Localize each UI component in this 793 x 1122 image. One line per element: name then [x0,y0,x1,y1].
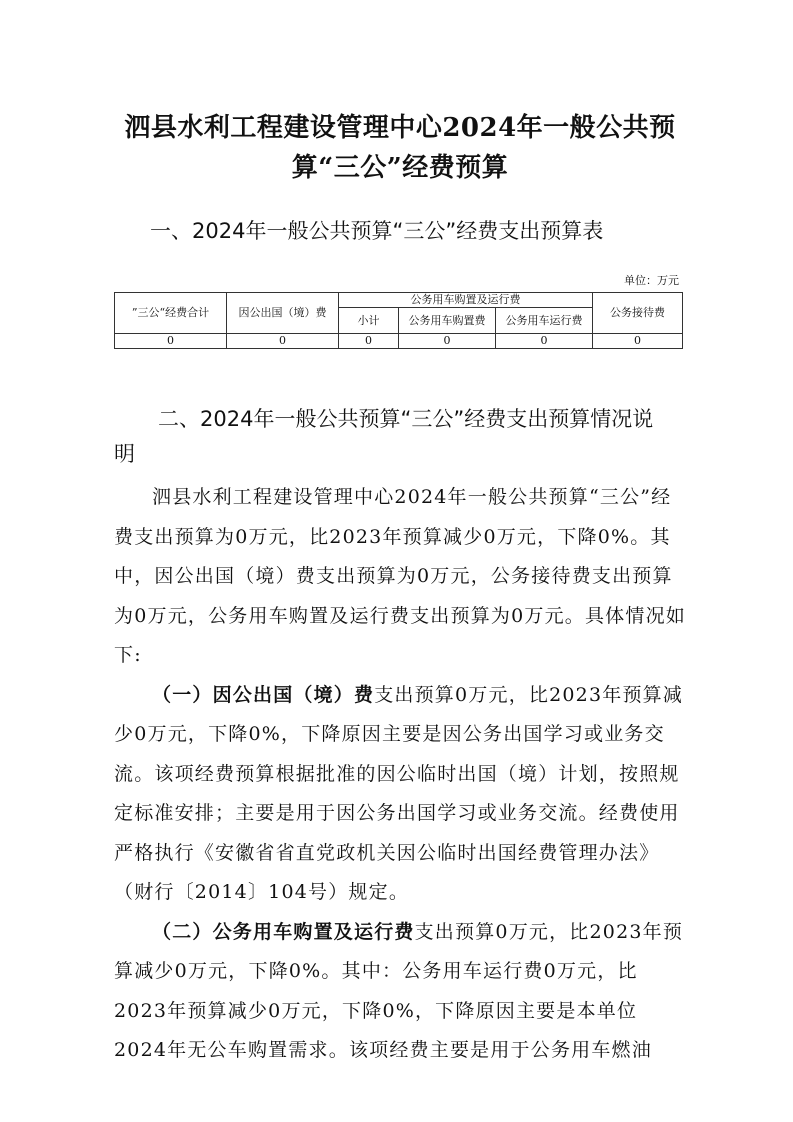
subheading-abroad: （一）因公出国（境）费 [152,683,375,706]
header-abroad: 因公出国（境）费 [227,293,339,334]
text-abroad: 支出预算0万元，比2023年预算减少0万元，下降0%，下降原因主要是因公务出国学习或业务交流。该项经费预算根据批准的因公临时出国（境）计划，按照规定标准安排；主要是用于因公务出国学习或业务交流。经费使用严格执行《安徽省省直党政机关因公临时出国经费管理办法》（财行〔2014〕104号）规定。 [114,683,684,903]
section2-heading-line2: 明 [114,442,135,466]
header-subtotal: 小计 [339,308,399,334]
budget-table [114,292,683,349]
cell-abroad: 0 [227,334,339,349]
text-vehicle: 支出预算0万元，比2023年预算减少0万元，下降0%。其中：公务用车运行费0万元，比2023年预算减少0万元，下降0%，下降原因主要是本单位2024年无公车购置需求。该项经费主要是用于公务用车燃油 [114,920,684,1061]
header-vehicle-group: 公务用车购置及运行费 [339,293,593,308]
section2-heading-line1: 二、2024年一般公共预算“三公”经费支出预算情况说 [158,407,654,431]
section2-body [114,478,686,1071]
cell-vehicle-operation: 0 [496,334,593,349]
cell-vehicle-purchase: 0 [399,334,496,349]
header-vehicle-operation: 公务用车运行费 [496,308,593,334]
subheading-vehicle: （二）公务用车购置及运行费 [152,920,415,943]
table-row [115,334,683,349]
cell-reception: 0 [593,334,683,349]
cell-subtotal: 0 [339,334,399,349]
unit-label: 单位：万元 [624,274,679,287]
header-total: ”三公“经费合计 [115,293,227,334]
table-header-row-1 [115,293,683,308]
paragraph-overview: 泗县水利工程建设管理中心2024年一般公共预算“三公”经费支出预算为0万元，比2023年预算减少0万元，下降0%。其中，因公出国（境）费支出预算为0万元，公务接待费支出预算为0万元，公务用车购置及运行费支出预算为0万元。具体情况如下: [114,486,686,666]
header-vehicle-purchase: 公务用车购置费 [399,308,496,334]
paragraph-vehicle [114,913,686,1071]
header-reception: 公务接待费 [593,293,683,334]
document-title: 泗县水利工程建设管理中心2024年一般公共预算“三公”经费预算 [124,113,676,183]
paragraph-abroad [114,676,686,913]
cell-total: 0 [115,334,227,349]
section1-heading: 一、2024年一般公共预算“三公”经费支出预算表 [150,219,604,243]
section2-heading [114,402,682,472]
